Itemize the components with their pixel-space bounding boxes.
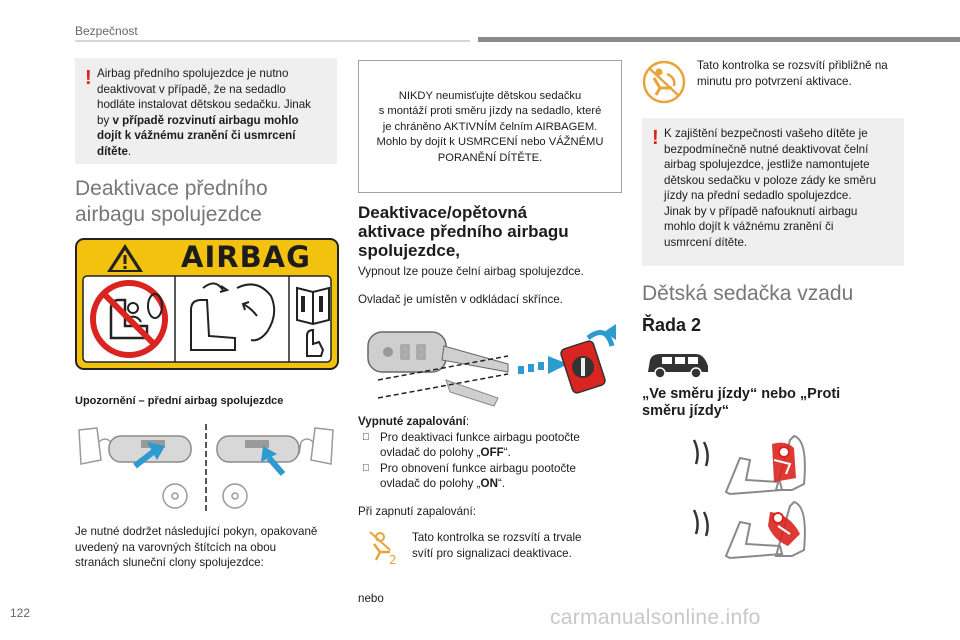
danger-notice-box: NIKDY neumisťujte dětskou sedačku s montáží proti směru jízdy na sedadlo, které je chráněno AKTIVNÍM čelním AIRBAGEM. Mohlo by dojít k USMRCENÍ nebo VÁŽNÉMU PORANĚNÍ DÍTĚTE. bbox=[358, 60, 622, 193]
warning-exclamation-icon: ! bbox=[85, 67, 92, 89]
page-number: 122 bbox=[10, 606, 31, 620]
warning-text: Airbag předního spolujezdce je nutno deaktivovat v případě, že na sedadlo hodláte instalovat dětskou sedačku. Jinak by v případě rozvinutí airbagu mohlo dojít k vážnému zranění či usmrcení dítěte. bbox=[97, 67, 311, 158]
warning-exclamation-icon: ! bbox=[652, 127, 659, 149]
airbag-switch-icon bbox=[560, 340, 607, 394]
airbag-warning-label bbox=[75, 238, 339, 370]
ignition-off-instructions: Vypnuté zapalování: Pro deaktivaci funkce airbagu pootočte ovladač do polohy „OFF“. Pro obnovení funkce airbagu pootočte ovladač do polohy „ON“. bbox=[358, 414, 628, 492]
sun-visor-graphic bbox=[75, 420, 337, 516]
warning-box-airbag bbox=[75, 58, 337, 164]
header-rule-left bbox=[75, 40, 470, 42]
warning-text: K zajištění bezpečnosti vašeho dítěte je bezpodmínečně nutné deaktivovat čelní airbag spolujezdce, jestliže namontujete dětskou sedačku v poloze zády ke směru jízdy na přední sedadlo spolujezdce. Jinak by v případě nafouknutí airbagu mohlo dojít k vážnému zranění či usmrcení dítěte. bbox=[664, 127, 877, 249]
airbag-on-indicator-icon bbox=[642, 60, 686, 104]
section-header: Bezpečnost bbox=[75, 24, 138, 38]
vehicle-icon bbox=[646, 348, 710, 380]
bullet-icon bbox=[362, 430, 370, 446]
svg-text:2: 2 bbox=[389, 553, 397, 566]
warning-box-child-safety bbox=[642, 118, 904, 266]
bullet-deactivate: Pro deaktivaci funkce airbagu pootočte ovladač do polohy „OFF“. bbox=[358, 430, 628, 461]
paragraph-switch-location: Ovladač je umístěn v odkládací skřínce. bbox=[358, 293, 563, 306]
motion-arrow-icon bbox=[518, 356, 568, 374]
figure-caption: Upozornění – přední airbag spolujezdce bbox=[75, 395, 284, 407]
section-title-toggle: Deaktivace/opětovná aktivace předního airbagu spolujezdce, bbox=[358, 203, 569, 260]
rear-facing-seat-icon bbox=[694, 502, 805, 558]
indicator-deactivation-text: Tato kontrolka se rozsvítí a trvale svítí pro signalizaci deaktivace. bbox=[412, 531, 582, 560]
key-switch-graphic bbox=[358, 318, 620, 410]
forward-facing-seat-icon bbox=[694, 436, 805, 494]
airbag-label-text: AIRBAG bbox=[181, 240, 311, 274]
child-seat-illustration bbox=[690, 430, 840, 560]
no-child-seat-icon bbox=[93, 283, 165, 355]
instruction-paragraph: Je nutné dodržet následující pokyn, opakovaně uvedený na varovných štítcích na obou stranách sluneční clony spolujezdce: bbox=[75, 525, 318, 569]
header-rule-right bbox=[478, 37, 960, 42]
or-text: nebo bbox=[358, 592, 384, 605]
ignition-on-text: Při zapnutí zapalování: bbox=[358, 505, 476, 518]
key-switch-illustration bbox=[358, 318, 620, 410]
paragraph-front-airbag-only: Vypnout lze pouze čelní airbag spolujezdce. bbox=[358, 265, 584, 278]
section-title-deactivation: Deaktivace předního airbagu spolujezdce bbox=[75, 177, 268, 226]
bullet-icon bbox=[362, 461, 370, 477]
direction-title: „Ve směru jízdy“ nebo „Proti směru jízdy“ bbox=[642, 386, 841, 419]
sun-visor-illustration bbox=[75, 420, 337, 516]
watermark: carmanualsonline.info bbox=[550, 606, 761, 629]
row-title: Řada 2 bbox=[642, 315, 702, 335]
airbag-off-indicator-icon bbox=[368, 530, 400, 566]
indicator-activation-text: Tato kontrolka se rozsvítí přibližně na minutu pro potvrzení aktivace. bbox=[697, 59, 888, 88]
section-title-rear-seat: Dětská sedačka vzadu bbox=[642, 282, 854, 305]
bullet-reactivate: Pro obnovení funkce airbagu pootočte ovladač do polohy „ON“. bbox=[358, 461, 628, 492]
